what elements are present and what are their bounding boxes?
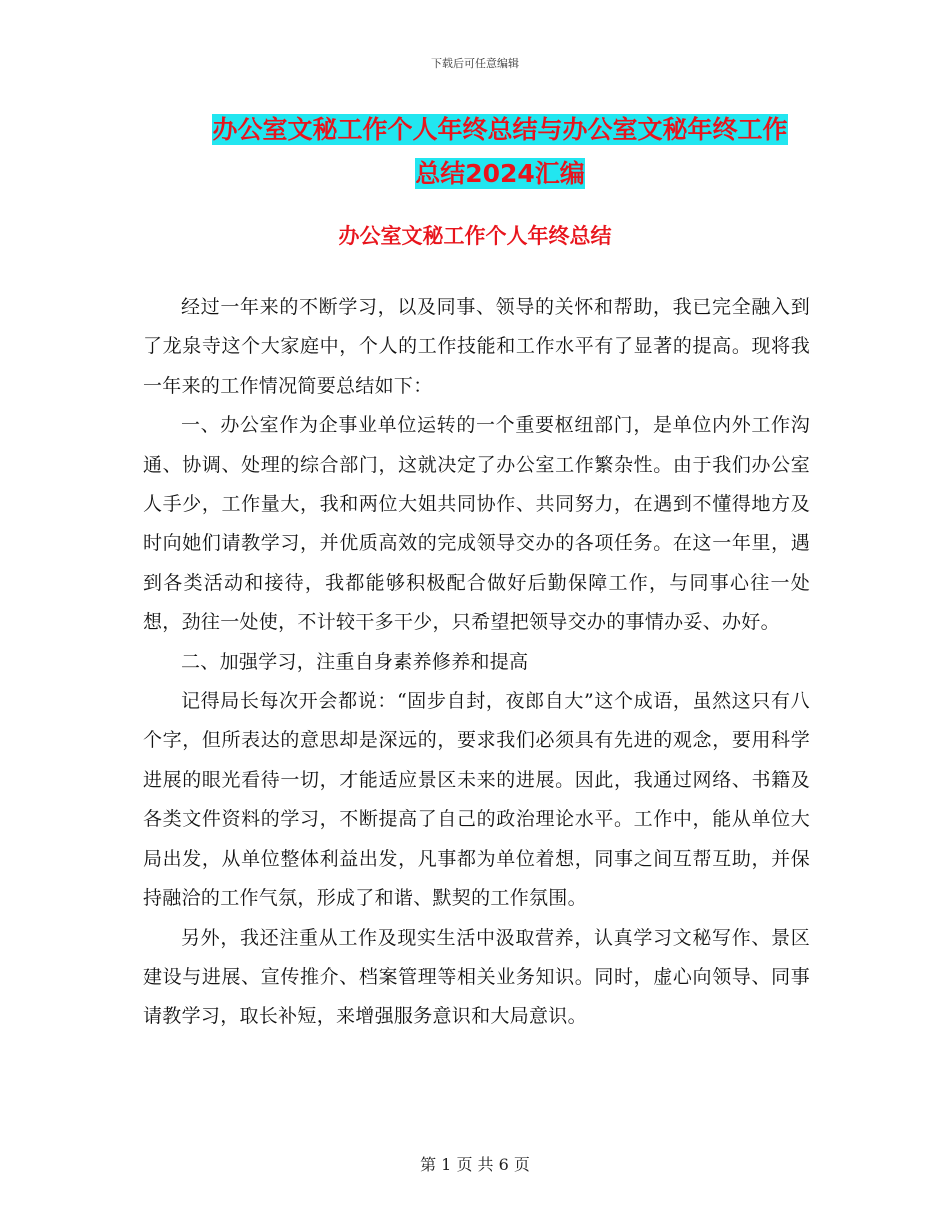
- document-body: [143, 288, 810, 1037]
- paragraph-heading: 二、加强学习，注重自身素养修养和提高: [181, 650, 529, 673]
- page-number: 第 1 页 共 6 页: [420, 1155, 530, 1174]
- section-title: 办公室文秘工作个人年终总结: [338, 224, 612, 248]
- paragraph: 一、办公室作为企事业单位运转的一个重要枢纽部门，是单位内外工作沟通、协调、处理的综合部门，这就决定了办公室工作繁杂性。由于我们办公室人手少，工作量大，我和两位大姐共同协作、共同努力，在遇到不懂得地方及时向她们请教学习，并优质高效的完成领导交办的各项任务。在这一年里，遇到各类活动和接待，我都能够积极配合做好后勤保障工作，与同事心往一处想，劲往一处使，不计较干多干少，只希望把领导交办的事情办妥、办好。: [143, 414, 810, 634]
- paragraph: 另外，我还注重从工作及现实生活中汲取营养，认真学习文秘写作、景区建设与进展、宣传推介、档案管理等相关业务知识。同时，虚心向领导、同事请教学习，取长补短，来增强服务意识和大局意识。: [143, 926, 810, 1028]
- paragraph: 记得局长每次开会都说：“固步自封，夜郎自大”这个成语，虽然这只有八个字，但所表达的意思却是深远的，要求我们必须具有先进的观念，要用科学进展的眼光看待一切，才能适应景区未来的进展。因此，我通过网络、书籍及各类文件资料的学习，不断提高了自己的政治理论水平。工作中，能从单位大局出发，从单位整体利益出发，凡事都为单位着想，同事之间互帮互助，并保持融洽的工作气氛，形成了和谐、默契的工作氛围。: [143, 690, 810, 910]
- paragraph: 经过一年来的不断学习，以及同事、领导的关怀和帮助，我已完全融入到了龙泉寺这个大家庭中，个人的工作技能和工作水平有了显著的提高。现将我一年来的工作情况简要总结如下：: [143, 296, 810, 397]
- document-title-line-1: 办公室文秘工作个人年终总结与办公室文秘年终工作: [212, 115, 788, 144]
- header-note: 下载后可任意编辑: [431, 57, 519, 70]
- document-title: [150, 108, 850, 196]
- document-title-line-2: 总结2024汇编: [415, 159, 585, 188]
